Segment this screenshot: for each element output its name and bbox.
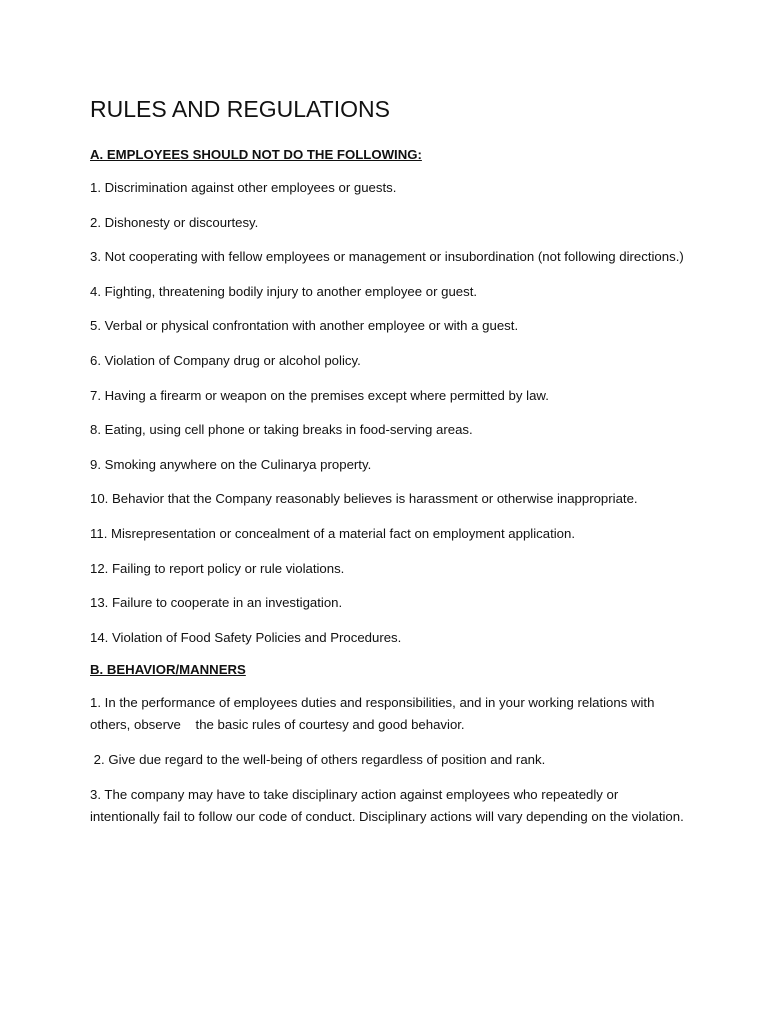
rule-item-b2: 2. Give due regard to the well-being of others regardless of position and rank. <box>90 751 546 767</box>
rule-item-a11: 11. Misrepresentation or concealment of a material fact on employment application. <box>90 525 576 541</box>
rule-item-a10: 10. Behavior that the Company reasonably believes is harassment or otherwise inappropriate. <box>90 491 638 507</box>
rule-item-a12: 12. Failing to report policy or rule violations. <box>90 560 345 576</box>
rule-item-b3: 3. The company may have to take disciplinary action against employees who repeatedly or intentionally fail to follow our code of conduct. Disciplinary actions will vary depending on the violation. <box>90 786 684 824</box>
rule-item-a5: 5. Verbal or physical confrontation with another employee or with a guest. <box>90 318 519 334</box>
document-title: RULES AND REGULATIONS <box>90 96 390 122</box>
rule-item-b1: 1. In the performance of employees duties and responsibilities, and in your working relations with others, observe the basic rules of courtesy and good behavior. <box>90 695 659 733</box>
rule-item-a14: 14. Violation of Food Safety Policies and Procedures. <box>90 629 402 645</box>
section-a-heading: A. EMPLOYEES SHOULD NOT DO THE FOLLOWING: <box>90 147 422 162</box>
section-b-heading: B. BEHAVIOR/MANNERS <box>90 662 246 678</box>
rule-item-a1: 1. Discrimination against other employees or guests. <box>90 180 397 195</box>
rule-item-a13: 13. Failure to cooperate in an investigation. <box>90 595 343 611</box>
rule-item-a6: 6. Violation of Company drug or alcohol policy. <box>90 352 361 368</box>
rule-item-a9: 9. Smoking anywhere on the Culinarya property. <box>90 456 372 472</box>
rule-item-a3: 3. Not cooperating with fellow employees or management or insubordination (not following directions.) <box>90 249 684 265</box>
document-page <box>90 92 690 840</box>
rule-item-a7: 7. Having a firearm or weapon on the premises except where permitted by law. <box>90 387 549 403</box>
rule-item-a4: 4. Fighting, threatening bodily injury to another employee or guest. <box>90 283 478 299</box>
section-a-list <box>90 177 690 649</box>
rule-item-a8: 8. Eating, using cell phone or taking breaks in food-serving areas. <box>90 422 473 438</box>
rule-item-a2: 2. Dishonesty or discourtesy. <box>90 214 259 230</box>
section-b-list <box>90 692 690 827</box>
